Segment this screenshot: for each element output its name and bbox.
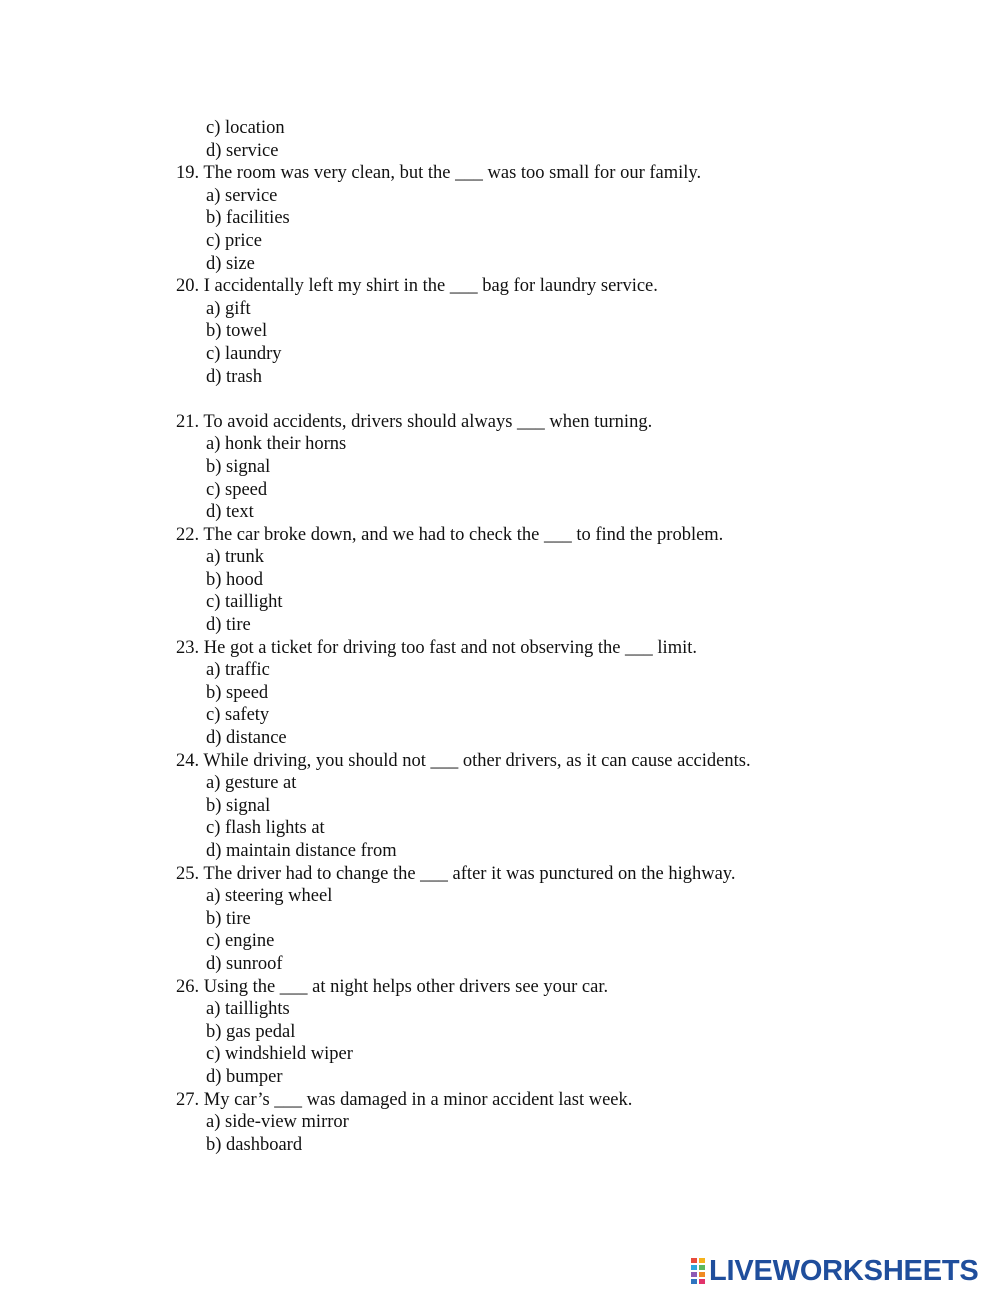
answer-option: d) tire: [206, 615, 251, 636]
answer-option: b) hood: [206, 569, 264, 590]
answer-option: d) size: [206, 253, 255, 274]
answer-option: b) tire: [206, 908, 251, 929]
answer-option: d) maintain distance from: [206, 841, 397, 861]
answer-option: a) side-view mirror: [206, 1112, 349, 1133]
logo-block: [698, 1257, 706, 1264]
answer-option: a) taillights: [206, 999, 290, 1020]
answer-option: b) towel: [206, 321, 268, 342]
question-text: 22. The car broke down, and we had to check the ___ to find the problem.: [176, 524, 724, 545]
answer-option: a) honk their horns: [206, 434, 347, 455]
question-text: 19. The room was very clean, but the ___ was too small for our family.: [176, 163, 702, 184]
answer-option: c) flash lights at: [206, 818, 325, 839]
answer-option: d) distance: [206, 728, 287, 749]
answer-option: d) service: [206, 140, 279, 161]
answer-option: a) gesture at: [206, 773, 297, 794]
logo-block: [690, 1271, 698, 1278]
question-text: 25. The driver had to change the ___ after it was punctured on the highway.: [176, 863, 736, 884]
logo-block: [690, 1257, 698, 1264]
question-text: 21. To avoid accidents, drivers should always ___ when turning.: [176, 411, 653, 432]
answer-option: b) signal: [206, 795, 271, 816]
logo-block: [698, 1271, 706, 1278]
logo-block: [690, 1264, 698, 1271]
answer-option: b) gas pedal: [206, 1021, 296, 1042]
logo-block: [698, 1278, 706, 1285]
answer-option: b) facilities: [206, 208, 290, 229]
answer-option: c) safety: [206, 705, 270, 726]
answer-option: b) signal: [206, 456, 271, 477]
answer-option: c) laundry: [206, 343, 282, 364]
answer-option: c) windshield wiper: [206, 1044, 353, 1065]
question-text: 23. He got a ticket for driving too fast and not observing the ___ limit.: [176, 637, 697, 658]
worksheet-content: [0, 117, 1000, 1156]
question-text: 24. While driving, you should not ___ other drivers, as it can cause accidents.: [176, 750, 751, 771]
question-text: 27. My car’s ___ was damaged in a minor accident last week.: [176, 1089, 633, 1110]
answer-option: a) traffic: [206, 660, 270, 681]
blank-line: [0, 388, 1000, 411]
answer-option: a) trunk: [206, 547, 265, 568]
answer-option: a) gift: [206, 298, 251, 319]
liveworksheets-logo[interactable]: [690, 1256, 979, 1286]
answer-option: c) engine: [206, 931, 275, 952]
logo-mark-icon: [690, 1257, 706, 1285]
answer-option: c) location: [206, 118, 285, 138]
answer-option: c) speed: [206, 479, 268, 500]
answer-option: c) taillight: [206, 592, 283, 613]
question-text: 20. I accidentally left my shirt in the ___ bag for laundry service.: [176, 276, 658, 297]
logo-text: LIVEWORKSHEETS: [709, 1255, 979, 1287]
answer-option: a) service: [206, 185, 278, 206]
answer-option: b) speed: [206, 682, 269, 703]
answer-option: d) sunroof: [206, 953, 283, 974]
answer-option: c) price: [206, 230, 262, 251]
answer-option: d) text: [206, 502, 254, 523]
logo-block: [698, 1264, 706, 1271]
answer-option: d) trash: [206, 366, 262, 387]
answer-option: a) steering wheel: [206, 886, 333, 907]
question-text: 26. Using the ___ at night helps other drivers see your car.: [176, 976, 609, 997]
answer-option: b) dashboard: [206, 1134, 303, 1155]
answer-option: d) bumper: [206, 1066, 283, 1087]
logo-block: [690, 1278, 698, 1285]
